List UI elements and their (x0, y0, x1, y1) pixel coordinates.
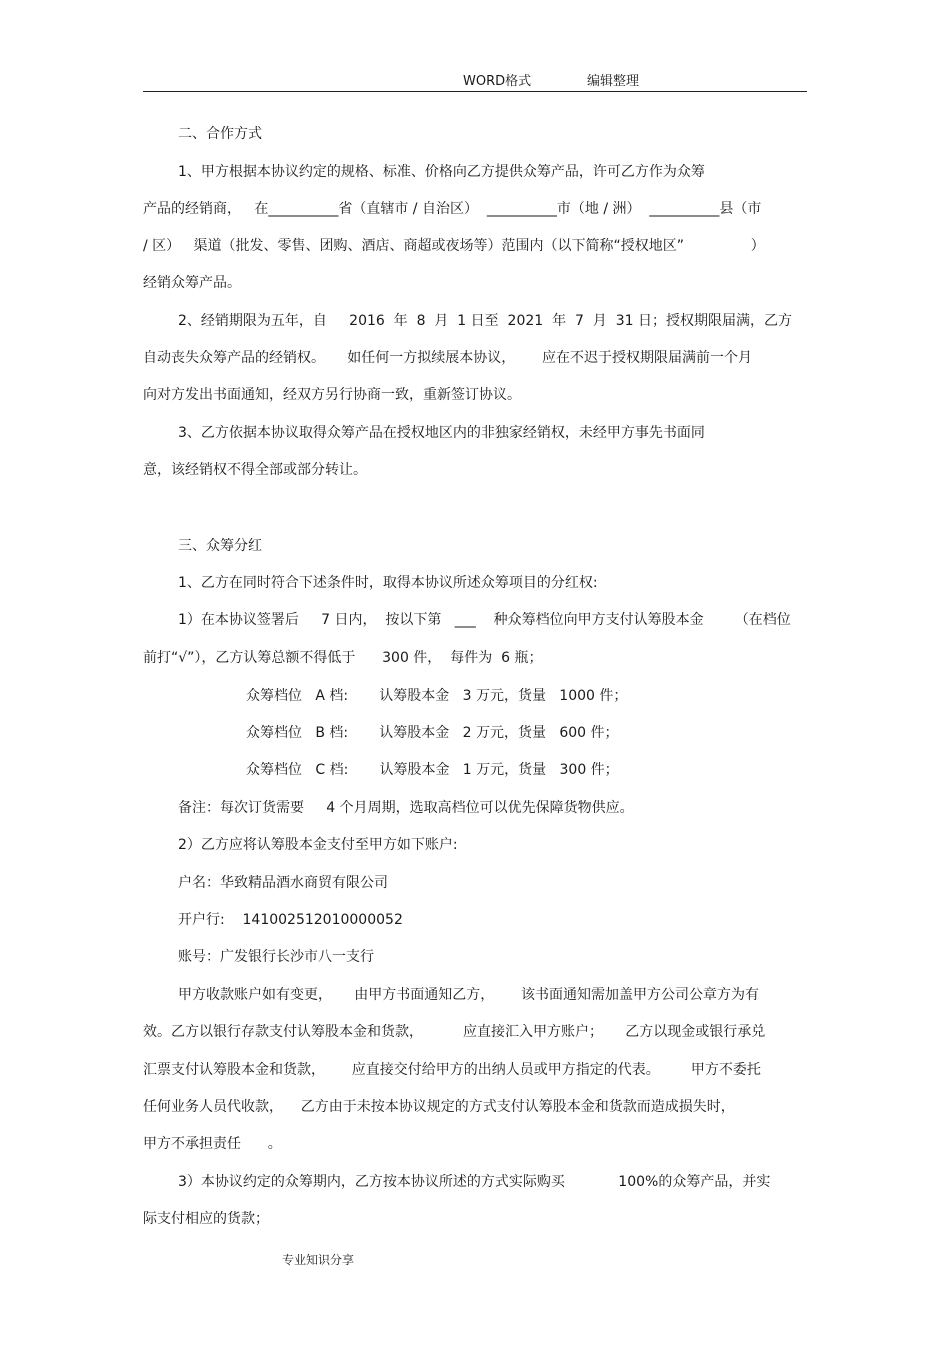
paragraph-line: 效。乙方以银行存款支付认筹股本金和货款， 应直接汇入甲方账户； 乙方以现金或银行承兑 (143, 1024, 766, 1040)
section-heading: 三、众筹分红 (178, 538, 262, 554)
paragraph-line: 1、甲方根据本协议约定的规格、标准、价格向乙方提供众筹产品，许可乙方作为众筹 (178, 164, 705, 180)
paragraph-line: 向对方发出书面通知，经双方另行协商一致，重新签订协议。 (143, 387, 521, 403)
paragraph-line: 甲方不承担责任 。 (143, 1136, 282, 1152)
paragraph-line: 任何业务人员代收款， 乙方由于未按本协议规定的方式支付认筹股本金和货款而造成损失时， (143, 1099, 735, 1115)
paragraph-line: 3）本协议约定的众筹期内，乙方按本协议所述的方式实际购买 100%的众筹产品，并实 (178, 1174, 771, 1190)
tier-line: 众筹档位 C 档: 认筹股本金 1 万元，货量 300 件； (246, 762, 619, 778)
paragraph-line: 1）在本协议签署后 7 日内， 按以下第 ___ 种众筹档位向甲方支付认筹股本金 （在档位 (178, 612, 791, 628)
paragraph-line: 3、乙方依据本协议取得众筹产品在授权地区内的非独家经销权，未经甲方事先书面同 (178, 425, 705, 441)
paragraph-line: 甲方收款账户如有变更， 由甲方书面通知乙方， 该书面通知需加盖甲方公司公章方为有 (178, 987, 759, 1003)
paragraph-line: 2）乙方应将认筹股本金支付至甲方如下账户: (178, 837, 458, 853)
paragraph-line: 意，该经销权不得全部或部分转让。 (143, 462, 367, 478)
header-left-label: WORD格式 (463, 74, 532, 89)
paragraph-line: 经销众筹产品。 (143, 275, 241, 291)
header-divider (143, 91, 807, 92)
note-line: 备注：每次订货需要 4 个月周期，选取高档位可以优先保障货物供应。 (178, 800, 634, 816)
paragraph-line: 前打“√”），乙方认筹总额不得低于 300 件， 每件为 6 瓶； (143, 650, 543, 666)
tier-line: 众筹档位 A 档: 认筹股本金 3 万元，货量 1000 件； (246, 688, 628, 704)
paragraph-line: / 区） 渠道（批发、零售、团购、酒店、商超或夜场等）范围内（以下简称“授权地区” ） (143, 238, 765, 254)
section-heading: 二、合作方式 (178, 126, 262, 142)
tier-line: 众筹档位 B 档: 认筹股本金 2 万元，货量 600 件； (246, 725, 619, 741)
account-number-line: 账号：广发银行长沙市八一支行 (178, 949, 374, 965)
paragraph-line: 汇票支付认筹股本金和货款， 应直接交付给甲方的出纳人员或甲方指定的代表。 甲方不委托 (143, 1062, 761, 1078)
account-bank-line: 开户行: 141002512010000052 (178, 912, 403, 928)
paragraph-line: 2、经销期限为五年，自 2016 年 8 月 1 日至 2021 年 7 月 31 日；授权期限届满，乙方 (178, 313, 792, 329)
paragraph-line: 际支付相应的货款； (143, 1211, 269, 1227)
header-right-label: 编辑整理 (587, 74, 640, 89)
paragraph-line: 自动丧失众筹产品的经销权。 如任何一方拟续展本协议， 应在不迟于授权期限届满前一个月 (143, 350, 752, 366)
page-footer: 专业知识分享 (282, 1253, 355, 1267)
account-name-line: 户名：华致精品酒水商贸有限公司 (178, 875, 388, 891)
paragraph-line: 产品的经销商， 在__________省（直辖市 / 自治区） __________市（地 / 洲） __________县（市 (143, 201, 762, 217)
paragraph-line: 1、乙方在同时符合下述条件时，取得本协议所述众筹项目的分红权: (178, 575, 598, 591)
